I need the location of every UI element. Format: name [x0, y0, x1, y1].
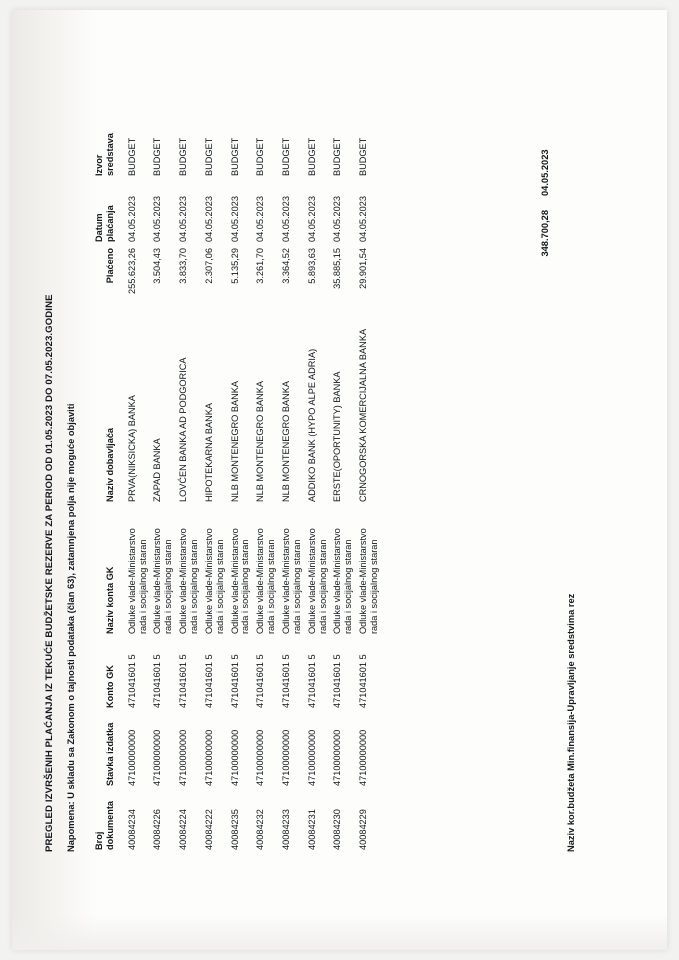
- table-row: [279, 112, 305, 852]
- table-row: [201, 112, 227, 852]
- cell-broj-dokumenta: 40084233: [280, 809, 291, 850]
- document-body: [30, 30, 650, 930]
- cell-konto-gk: 471041601 5: [331, 654, 342, 708]
- cell-stavka-izdatka: 47100000000: [357, 729, 368, 786]
- table-row: [150, 112, 176, 852]
- cell-izvor-sredstava: BUDGET: [331, 137, 342, 176]
- cell-broj-dokumenta: 40084224: [177, 809, 188, 850]
- cell-placeno: 35.885,15: [331, 248, 342, 289]
- cell-broj-dokumenta: 40084234: [126, 809, 137, 850]
- cell-datum-placanja: 04.05.2023: [203, 196, 214, 242]
- cell-naziv-dobavljaca: HIPOTEKARNA BANKA: [203, 402, 214, 502]
- table-row: [253, 112, 279, 852]
- budget-user-label: Naziv kor.budžeta Min.finansija-Upravljanje sredstvima rez: [565, 593, 576, 852]
- table-row: [124, 112, 150, 852]
- cell-datum-placanja: 04.05.2023: [306, 196, 317, 242]
- cell-naziv-konta-gk: Odluke vlade-Ministarstvo rada i socijalnog staran: [126, 528, 148, 634]
- cell-datum-placanja: 04.05.2023: [151, 196, 162, 242]
- cell-stavka-izdatka: 47100000000: [306, 729, 317, 786]
- cell-broj-dokumenta: 40084222: [203, 809, 214, 850]
- cell-placeno: 5.893,63: [306, 248, 317, 284]
- col-header-naziv-konta-gk: Naziv konta GK: [104, 566, 115, 634]
- table-row: [304, 112, 330, 852]
- document-title: PREGLED IZVRŠENIH PLAĆANJA IZ TEKUĆE BUDŽETSKE REZERVE ZA PERIOD OD 01.05.2023 DO 07.05.2023.GODINE: [43, 294, 55, 852]
- cell-konto-gk: 471041601 5: [254, 654, 265, 708]
- cell-placeno: 29.901,54: [357, 248, 368, 289]
- cell-datum-placanja: 04.05.2023: [177, 196, 188, 242]
- col-header-naziv-dobavljaca: Naziv dobavljača: [104, 427, 115, 502]
- cell-izvor-sredstava: BUDGET: [280, 137, 291, 176]
- cell-naziv-konta-gk: Odluke vlade-Ministarstvo rada i socijalnog staran: [254, 528, 276, 634]
- cell-konto-gk: 471041601 5: [177, 654, 188, 708]
- table-row: [356, 112, 382, 852]
- cell-naziv-dobavljaca: ZAPAD BANKA: [151, 438, 162, 502]
- cell-stavka-izdatka: 47100000000: [203, 729, 214, 786]
- col-header-broj-dokumenta: Broj dokumenta: [93, 800, 115, 850]
- cell-broj-dokumenta: 40084229: [357, 809, 368, 850]
- cell-broj-dokumenta: 40084230: [331, 809, 342, 850]
- cell-naziv-konta-gk: Odluke vlade-Ministarstvo rada i socijalnog staran: [229, 528, 250, 634]
- cell-placeno: 3.364,52: [280, 248, 291, 284]
- cell-placeno: 3.261,70: [254, 248, 265, 284]
- col-header-konto-gk: Konto GK: [104, 665, 115, 708]
- cell-naziv-konta-gk: Odluke vlade-Ministarstvo rada i socijalnog staran: [357, 528, 379, 634]
- cell-konto-gk: 471041601 5: [151, 654, 162, 708]
- cell-izvor-sredstava: BUDGET: [177, 137, 188, 176]
- cell-placeno: 2.307,06: [203, 248, 214, 284]
- cell-stavka-izdatka: 47100000000: [280, 729, 291, 786]
- col-header-datum-placanja: Datum plaćanja: [93, 205, 115, 242]
- cell-naziv-dobavljaca: CRNOGORSKA KOMERCIJALNA BANKA: [357, 328, 368, 502]
- cell-naziv-konta-gk: Odluke vlade-Ministarstvo rada i socijalnog staran: [306, 528, 328, 634]
- cell-izvor-sredstava: BUDGET: [203, 137, 214, 176]
- cell-izvor-sredstava: BUDGET: [306, 137, 317, 176]
- cell-datum-placanja: 04.05.2023: [254, 196, 265, 242]
- cell-datum-placanja: 04.05.2023: [229, 196, 240, 242]
- cell-stavka-izdatka: 47100000000: [126, 729, 137, 786]
- table-row: [330, 112, 356, 852]
- col-header-placeno: Plaćeno: [104, 248, 115, 284]
- document-note: Napomena: U skladu sa Zakonom o tajnosti podataka (član 63), zatamnjena polja nije moguće objaviti: [65, 403, 76, 852]
- cell-naziv-konta-gk: Odluke vlade-Ministarstvo rada i socijalnog staran: [203, 528, 225, 634]
- cell-broj-dokumenta: 40084231: [306, 809, 317, 850]
- cell-izvor-sredstava: BUDGET: [229, 137, 240, 176]
- cell-naziv-dobavljaca: NLB MONTENEGRO BANKA: [280, 381, 291, 502]
- cell-naziv-dobavljaca: NLB MONTENEGRO BANKA: [254, 381, 265, 502]
- cell-izvor-sredstava: BUDGET: [254, 137, 265, 176]
- col-header-stavka-izdatka: Stavka izdatka: [104, 722, 115, 786]
- cell-izvor-sredstava: BUDGET: [126, 137, 137, 176]
- cell-konto-gk: 471041601 5: [280, 654, 291, 708]
- cell-broj-dokumenta: 40084226: [151, 809, 162, 850]
- cell-datum-placanja: 04.05.2023: [126, 196, 137, 242]
- col-header-izvor-sredstava: Izvor sredstava: [93, 133, 115, 176]
- cell-konto-gk: 471041601 5: [306, 654, 317, 708]
- cell-placeno: 255.623,26: [126, 248, 137, 294]
- cell-naziv-konta-gk: Odluke vlade-Ministarstvo rada i socijalnog staran: [331, 528, 353, 634]
- cell-konto-gk: 471041601 5: [229, 654, 240, 708]
- payments-table: [92, 112, 382, 852]
- cell-naziv-dobavljaca: ADDIKO BANK (HYPO ALPE ADRIA): [306, 348, 317, 502]
- cell-stavka-izdatka: 47100000000: [331, 729, 342, 786]
- cell-izvor-sredstava: BUDGET: [151, 137, 162, 176]
- total-date: 04.05.2023: [539, 149, 550, 196]
- table-row: [227, 112, 253, 852]
- cell-stavka-izdatka: 47100000000: [229, 729, 240, 786]
- cell-datum-placanja: 04.05.2023: [280, 196, 291, 242]
- cell-stavka-izdatka: 47100000000: [254, 729, 265, 786]
- cell-datum-placanja: 04.05.2023: [331, 196, 342, 242]
- cell-stavka-izdatka: 47100000000: [151, 729, 162, 786]
- cell-naziv-konta-gk: Odluke vlade-Ministarstvo rada i socijalnog staran: [177, 528, 199, 634]
- cell-naziv-dobavljaca: LOVĆEN BANKA AD PODGORICA: [177, 357, 188, 502]
- cell-placeno: 5.135,29: [229, 248, 240, 284]
- table-header-row: [92, 112, 125, 852]
- cell-naziv-dobavljaca: ERSTE(OPORTUNITY) BANKA: [331, 371, 342, 502]
- cell-konto-gk: 471041601 5: [357, 654, 368, 708]
- cell-placeno: 3.504,43: [151, 248, 162, 284]
- cell-naziv-konta-gk: Odluke vlade-Ministarstvo rada i socijalnog staran: [151, 528, 173, 634]
- cell-konto-gk: 471041601 5: [203, 654, 214, 708]
- cell-naziv-dobavljaca: PRVA(NIKSICKA) BANKA: [126, 395, 137, 502]
- cell-broj-dokumenta: 40084235: [229, 809, 240, 850]
- cell-datum-placanja: 04.05.2023: [357, 196, 368, 242]
- cell-konto-gk: 471041601 5: [126, 654, 137, 708]
- cell-broj-dokumenta: 40084232: [254, 809, 265, 850]
- cell-izvor-sredstava: BUDGET: [357, 137, 368, 176]
- table-row: [176, 112, 202, 852]
- cell-stavka-izdatka: 47100000000: [177, 729, 188, 786]
- cell-placeno: 3.833,70: [177, 248, 188, 284]
- cell-naziv-konta-gk: Odluke vlade-Ministarstvo rada i socijalnog staran: [280, 528, 302, 634]
- total-amount: 348.700,28: [539, 210, 550, 257]
- cell-naziv-dobavljaca: NLB MONTENEGRO BANKA: [229, 381, 240, 502]
